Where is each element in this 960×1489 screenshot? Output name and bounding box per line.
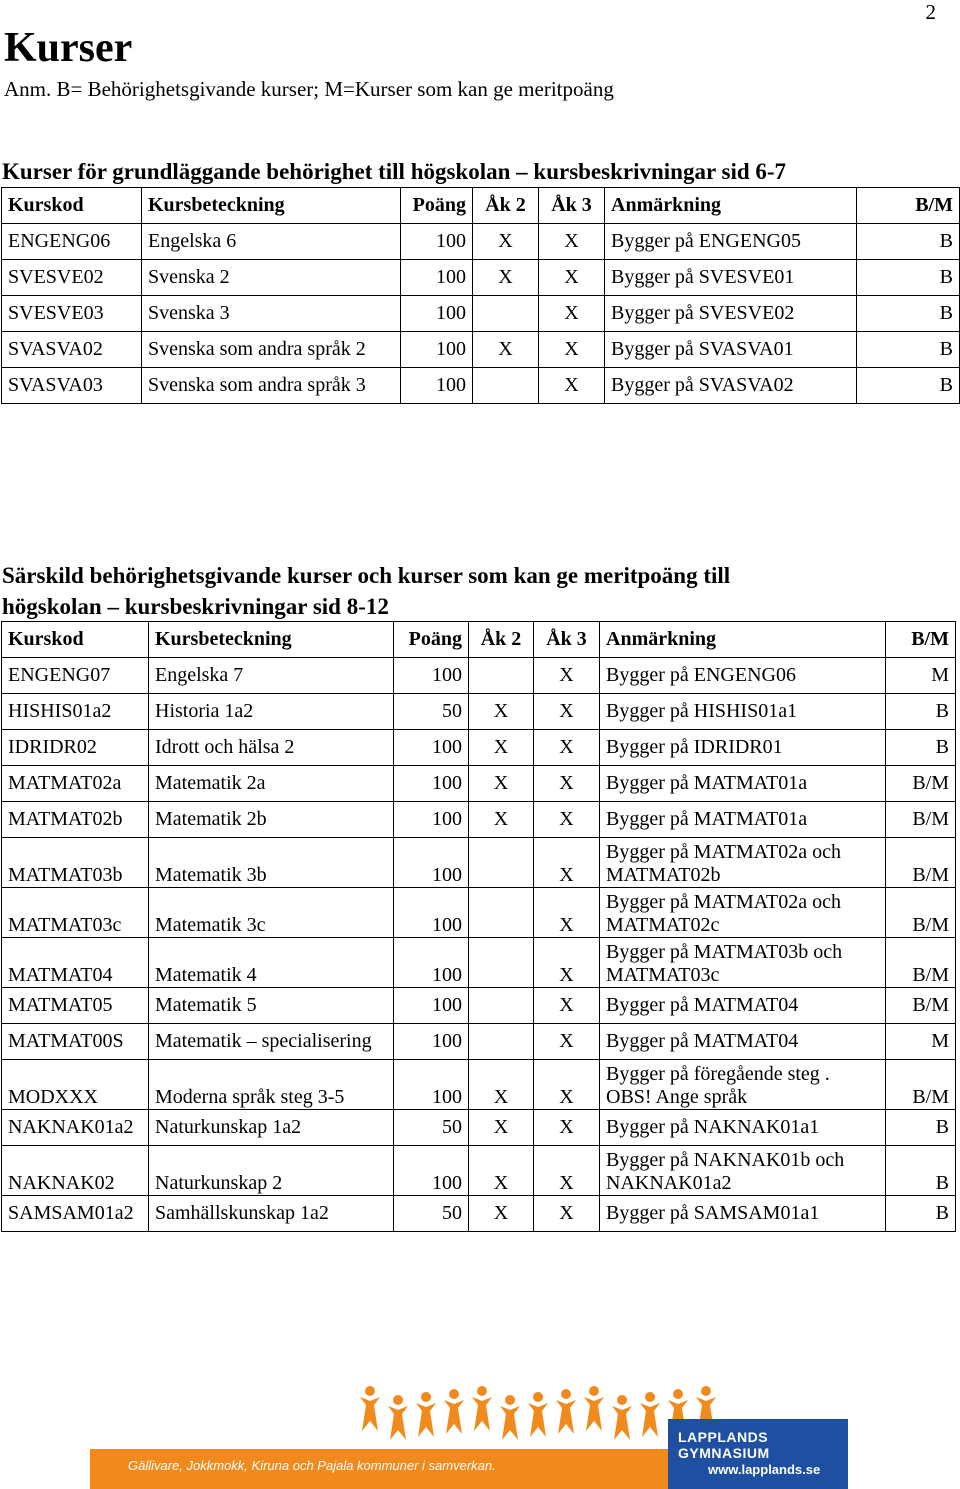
school-name: LAPPLANDS GYMNASIUM — [678, 1429, 770, 1461]
table-row — [2, 1024, 956, 1060]
cell-remark: Bygger på MATMAT04 — [600, 1024, 886, 1060]
cell-course-name: Idrott och hälsa 2 — [149, 730, 394, 766]
cell-course-name: Naturkunskap 1a2 — [149, 1110, 394, 1146]
cell-year3: X — [534, 694, 600, 730]
cell-course-code: MATMAT03c — [2, 888, 149, 938]
cell-remark: Bygger på MATMAT01a — [600, 802, 886, 838]
person-body — [416, 1403, 436, 1437]
cell-year2: X — [473, 332, 539, 368]
cell-course-name: Matematik 5 — [149, 988, 394, 1024]
cell-eligibility: B — [886, 694, 956, 730]
cell-year2: X — [469, 802, 534, 838]
cell-points: 100 — [394, 938, 469, 988]
cell-points: 100 — [394, 658, 469, 694]
cell-eligibility: B/M — [886, 888, 956, 938]
header-year3: Åk 3 — [539, 188, 605, 224]
cell-remark: Bygger på ENGENG05 — [605, 224, 857, 260]
header-eligibility: B/M — [857, 188, 960, 224]
person-head — [701, 1386, 711, 1396]
cell-year2 — [469, 888, 534, 938]
person-body — [640, 1403, 660, 1437]
table-row — [2, 988, 956, 1024]
person-head — [645, 1392, 655, 1402]
cell-course-code: SVESVE03 — [2, 296, 142, 332]
school-logo[interactable] — [668, 1419, 848, 1489]
cell-remark: Bygger på ENGENG06 — [600, 658, 886, 694]
cell-course-code: MATMAT03b — [2, 838, 149, 888]
section2-heading-line1: Särskild behörighetsgivande kurser och kurser som kan ge meritpoäng till — [2, 563, 731, 588]
cell-year3: X — [534, 802, 600, 838]
cell-eligibility: B/M — [886, 766, 956, 802]
cell-remark: Bygger på NAKNAK01a1 — [600, 1110, 886, 1146]
section1-heading: Kurser för grundläggande behörighet till högskolan – kursbeskrivningar sid 6-7 — [2, 159, 787, 184]
section2-heading — [2, 560, 730, 622]
person-head — [505, 1395, 515, 1405]
cell-remark: Bygger på NAKNAK01b och NAKNAK01a2 — [600, 1146, 886, 1196]
cell-eligibility: B/M — [886, 1060, 956, 1110]
person-head — [393, 1395, 403, 1405]
cell-course-name: Matematik 2b — [149, 802, 394, 838]
cell-year3: X — [534, 1196, 600, 1232]
section2-heading-line2: högskolan – kursbeskrivningar sid 8-12 — [2, 594, 389, 619]
cell-eligibility: B — [857, 368, 960, 404]
cell-eligibility: B — [857, 224, 960, 260]
cell-course-name: Matematik 3c — [149, 888, 394, 938]
table-row — [2, 1110, 956, 1146]
cell-course-code: NAKNAK01a2 — [2, 1110, 149, 1146]
table-row — [2, 766, 956, 802]
person-head — [365, 1386, 375, 1396]
cell-points: 100 — [401, 332, 473, 368]
person-head — [533, 1392, 543, 1402]
table-row — [2, 694, 956, 730]
cell-year3: X — [534, 938, 600, 988]
cell-course-name: Matematik 4 — [149, 938, 394, 988]
cell-course-name: Svenska som andra språk 2 — [142, 332, 401, 368]
cell-points: 100 — [401, 368, 473, 404]
cell-eligibility: B — [886, 1196, 956, 1232]
page-title: Kurser — [4, 25, 133, 71]
cell-points: 100 — [394, 1060, 469, 1110]
page-number: 2 — [925, 0, 936, 24]
cell-remark: Bygger på MATMAT01a — [600, 766, 886, 802]
cell-course-code: MATMAT04 — [2, 938, 149, 988]
cell-year2 — [469, 838, 534, 888]
cell-remark: Bygger på SVESVE02 — [605, 296, 857, 332]
table-row — [2, 938, 956, 988]
cell-course-name: Moderna språk steg 3-5 — [149, 1060, 394, 1110]
cell-points: 50 — [394, 1110, 469, 1146]
cell-course-code: NAKNAK02 — [2, 1146, 149, 1196]
table-row — [2, 224, 960, 260]
cell-course-name: Engelska 7 — [149, 658, 394, 694]
header-course-name: Kursbeteckning — [142, 188, 401, 224]
cell-course-name: Svenska som andra språk 3 — [142, 368, 401, 404]
cell-points: 100 — [394, 730, 469, 766]
person-head — [421, 1392, 431, 1402]
cell-course-code: SVASVA03 — [2, 368, 142, 404]
abbreviation-note: Anm. B= Behörighetsgivande kurser; M=Kurser som kan ge meritpoäng — [4, 77, 614, 101]
cell-year2: X — [469, 766, 534, 802]
person-head — [561, 1389, 571, 1399]
cell-year2 — [469, 938, 534, 988]
header-year2: Åk 2 — [473, 188, 539, 224]
cell-year3: X — [539, 224, 605, 260]
cell-course-name: Matematik – specialisering — [149, 1024, 394, 1060]
cell-course-code: MATMAT05 — [2, 988, 149, 1024]
person-body — [500, 1406, 520, 1440]
person-head — [673, 1389, 683, 1399]
cell-course-name: Matematik 3b — [149, 838, 394, 888]
cell-year3: X — [534, 888, 600, 938]
header-course-code: Kurskod — [2, 188, 142, 224]
cell-year2 — [473, 368, 539, 404]
cell-course-code: SVASVA02 — [2, 332, 142, 368]
table-row — [2, 1146, 956, 1196]
header-remark: Anmärkning — [600, 622, 886, 658]
cell-course-code: SAMSAM01a2 — [2, 1196, 149, 1232]
cell-year3: X — [539, 296, 605, 332]
cell-year2: X — [469, 1196, 534, 1232]
cell-course-code: MODXXX — [2, 1060, 149, 1110]
cell-course-code: IDRIDR02 — [2, 730, 149, 766]
table-row — [2, 888, 956, 938]
cell-year2 — [473, 296, 539, 332]
cell-course-name: Engelska 6 — [142, 224, 401, 260]
cell-course-code: MATMAT00S — [2, 1024, 149, 1060]
cell-year2: X — [469, 694, 534, 730]
person-body — [388, 1406, 408, 1440]
cell-course-code: ENGENG06 — [2, 224, 142, 260]
cell-remark: Bygger på MATMAT02a och MATMAT02b — [600, 838, 886, 888]
cell-course-name: Svenska 3 — [142, 296, 401, 332]
table-row — [2, 296, 960, 332]
cell-course-name: Samhällskunskap 1a2 — [149, 1196, 394, 1232]
cell-remark: Bygger på SAMSAM01a1 — [600, 1196, 886, 1232]
school-url[interactable]: www.lapplands.se — [708, 1462, 821, 1477]
person-head — [589, 1386, 599, 1396]
cell-points: 100 — [401, 296, 473, 332]
person-body — [528, 1403, 548, 1437]
cell-remark: Bygger på SVASVA02 — [605, 368, 857, 404]
cell-year2: X — [469, 1146, 534, 1196]
cell-course-code: MATMAT02b — [2, 802, 149, 838]
cell-points: 50 — [394, 694, 469, 730]
cell-year3: X — [534, 838, 600, 888]
cell-year2 — [469, 658, 534, 694]
header-points: Poäng — [394, 622, 469, 658]
cell-year2: X — [469, 1060, 534, 1110]
footer-tagline: Gällivare, Jokkmokk, Kiruna och Pajala kommuner i samverkan. — [128, 1458, 496, 1473]
cell-remark: Bygger på MATMAT04 — [600, 988, 886, 1024]
table-header-row — [2, 188, 960, 224]
header-points: Poäng — [401, 188, 473, 224]
person-body — [556, 1400, 576, 1434]
cell-year2 — [469, 988, 534, 1024]
cell-year3: X — [539, 368, 605, 404]
cell-points: 100 — [394, 988, 469, 1024]
cell-course-code: HISHIS01a2 — [2, 694, 149, 730]
cell-points: 100 — [394, 766, 469, 802]
person-body — [360, 1397, 380, 1431]
person-head — [477, 1386, 487, 1396]
cell-year3: X — [539, 260, 605, 296]
cell-remark: Bygger på SVESVE01 — [605, 260, 857, 296]
person-head — [449, 1389, 459, 1399]
cell-points: 100 — [394, 838, 469, 888]
header-remark: Anmärkning — [605, 188, 857, 224]
cell-eligibility: B — [857, 260, 960, 296]
cell-points: 100 — [394, 1146, 469, 1196]
cell-eligibility: M — [886, 1024, 956, 1060]
person-body — [584, 1397, 604, 1431]
cell-points: 100 — [401, 260, 473, 296]
cell-year2: X — [469, 1110, 534, 1146]
table-row — [2, 802, 956, 838]
table-row — [2, 1196, 956, 1232]
cell-eligibility: B/M — [886, 802, 956, 838]
cell-course-code: ENGENG07 — [2, 658, 149, 694]
header-year3: Åk 3 — [534, 622, 600, 658]
cell-year2: X — [469, 730, 534, 766]
table-row — [2, 730, 956, 766]
cell-remark: Bygger på SVASVA01 — [605, 332, 857, 368]
cell-year3: X — [534, 1024, 600, 1060]
table-row — [2, 838, 956, 888]
cell-year2: X — [473, 260, 539, 296]
cell-year3: X — [534, 730, 600, 766]
cell-eligibility: B — [857, 296, 960, 332]
cell-year3: X — [534, 988, 600, 1024]
footer-banner — [90, 1383, 848, 1489]
cell-points: 100 — [401, 224, 473, 260]
cell-eligibility: B — [857, 332, 960, 368]
cell-year3: X — [534, 1060, 600, 1110]
cell-course-name: Naturkunskap 2 — [149, 1146, 394, 1196]
header-course-name: Kursbeteckning — [149, 622, 394, 658]
table-row — [2, 658, 956, 694]
cell-year2 — [469, 1024, 534, 1060]
header-course-code: Kurskod — [2, 622, 149, 658]
person-body — [612, 1406, 632, 1440]
cell-year2: X — [473, 224, 539, 260]
cell-eligibility: B — [886, 1146, 956, 1196]
cell-remark: Bygger på föregående steg . OBS! Ange språk — [600, 1060, 886, 1110]
table-row — [2, 332, 960, 368]
cell-eligibility: B — [886, 1110, 956, 1146]
cell-course-name: Svenska 2 — [142, 260, 401, 296]
table-row — [2, 260, 960, 296]
header-eligibility: B/M — [886, 622, 956, 658]
cell-year3: X — [534, 766, 600, 802]
special-eligibility-table — [1, 621, 956, 1232]
cell-eligibility: B — [886, 730, 956, 766]
cell-points: 50 — [394, 1196, 469, 1232]
table-row — [2, 368, 960, 404]
cell-remark: Bygger på HISHIS01a1 — [600, 694, 886, 730]
cell-year3: X — [534, 1110, 600, 1146]
cell-year3: X — [534, 658, 600, 694]
cell-eligibility: B/M — [886, 938, 956, 988]
person-body — [472, 1397, 492, 1431]
cell-course-code: MATMAT02a — [2, 766, 149, 802]
cell-eligibility: B/M — [886, 838, 956, 888]
cell-remark: Bygger på MATMAT03b och MATMAT03c — [600, 938, 886, 988]
cell-points: 100 — [394, 888, 469, 938]
person-body — [444, 1400, 464, 1434]
cell-course-name: Matematik 2a — [149, 766, 394, 802]
cell-points: 100 — [394, 802, 469, 838]
cell-year3: X — [539, 332, 605, 368]
cell-eligibility: M — [886, 658, 956, 694]
cell-remark: Bygger på MATMAT02a och MATMAT02c — [600, 888, 886, 938]
table-row — [2, 1060, 956, 1110]
table-header-row — [2, 622, 956, 658]
cell-course-name: Historia 1a2 — [149, 694, 394, 730]
basic-eligibility-table — [1, 187, 960, 404]
cell-eligibility: B/M — [886, 988, 956, 1024]
cell-year3: X — [534, 1146, 600, 1196]
header-year2: Åk 2 — [469, 622, 534, 658]
cell-points: 100 — [394, 1024, 469, 1060]
person-head — [617, 1395, 627, 1405]
cell-remark: Bygger på IDRIDR01 — [600, 730, 886, 766]
cell-course-code: SVESVE02 — [2, 260, 142, 296]
